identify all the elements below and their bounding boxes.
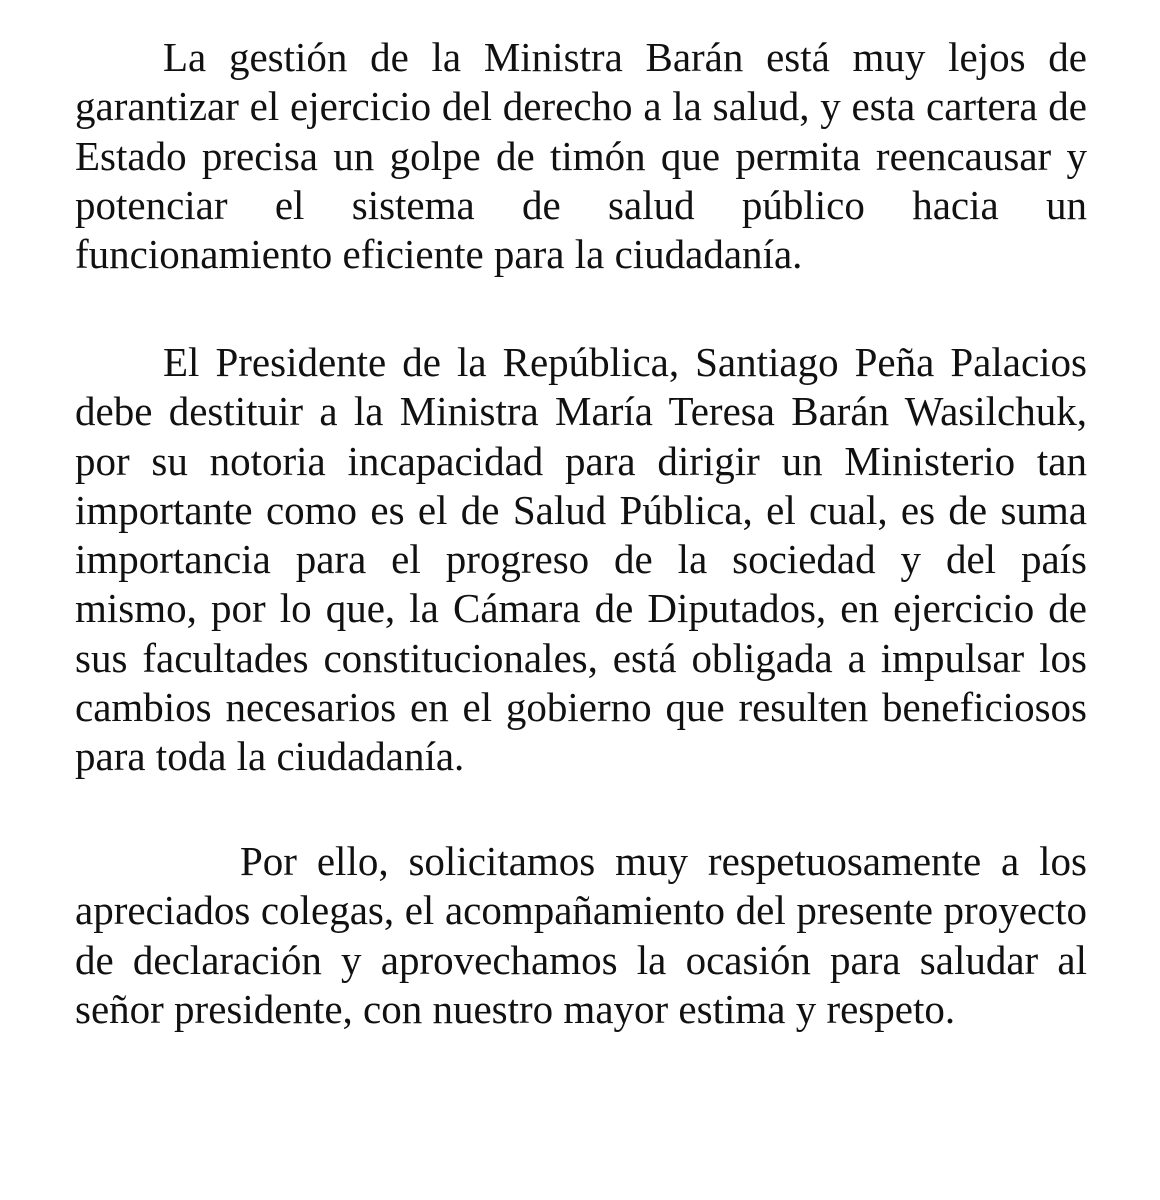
paragraph-president-dismissal: El Presidente de la República, Santiago Peña Palacios debe destituir a la Ministra María Teresa Barán Wasilchuk, por su notoria incapacidad para dirigir un Ministerio tan importante como es el de Salud Pública, el cual, es de suma importancia para el progreso de la sociedad y del país mismo, por lo que, la Cámara de Diputados, en ejercicio de sus facultades constitucionales, está obligada a impulsar los cambios necesarios en el gobierno que resulten beneficiosos para toda la ciudadanía.: [75, 339, 1087, 780]
paragraph-minister-management: La gestión de la Ministra Barán está muy lejos de garantizar el ejercicio del derecho a la salud, y esta cartera de Estado precisa un golpe de timón que permita reencausar y potenciar el sistema de salud público hacia un funcionamiento eficiente para la ciudadanía.: [75, 34, 1087, 278]
paragraph-request-closing: Por ello, solicitamos muy respetuosamente a los apreciados colegas, el acompañamiento del presente proyecto de declaración y aprovechamos la ocasión para saludar al señor presidente, con nuestro mayor estima y respeto.: [75, 838, 1087, 1032]
